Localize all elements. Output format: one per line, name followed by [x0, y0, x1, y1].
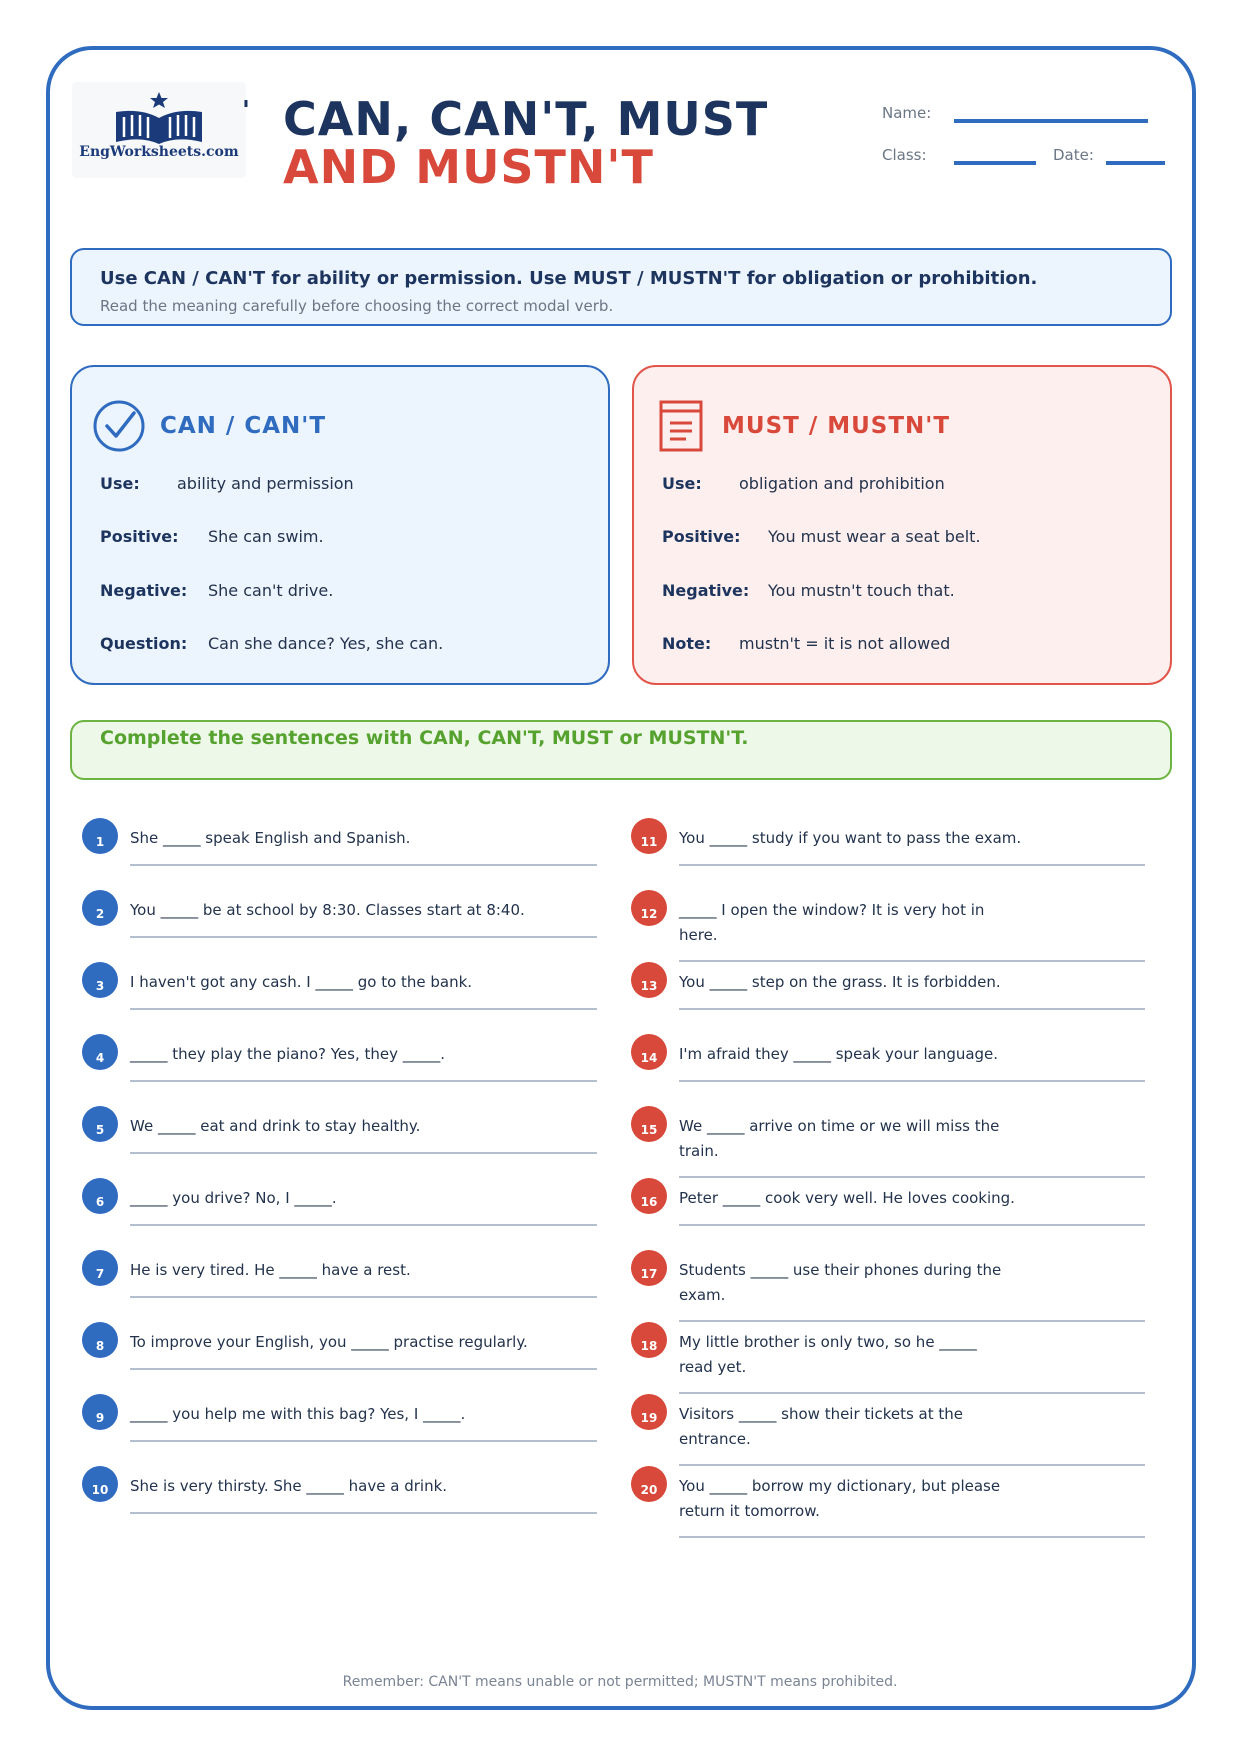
answer-line[interactable] — [679, 1008, 1145, 1010]
exercise-number: 11 — [631, 818, 667, 854]
exercise-text: To improve your English, you _____ practise regularly. — [130, 1333, 528, 1351]
can-row-value: She can swim. — [208, 527, 324, 546]
must-card — [632, 365, 1172, 685]
exercise-number: 6 — [82, 1178, 118, 1214]
can-row-label: Negative: — [100, 581, 188, 600]
title-line-2: AND MUSTN'T — [283, 140, 654, 194]
answer-line[interactable] — [679, 1464, 1145, 1466]
check-circle-icon — [92, 399, 146, 453]
instruction-box — [70, 248, 1172, 326]
must-row-label: Note: — [662, 634, 712, 653]
exercise-number: 15 — [631, 1106, 667, 1142]
footer-note: Remember: CAN'T means unable or not permitted; MUSTN'T means prohibited. — [342, 1674, 898, 1690]
class-label: Class: — [882, 146, 927, 164]
exercise-text: _____ I open the window? It is very hot in here. — [679, 901, 985, 944]
can-row-value: Can she dance? Yes, she can. — [208, 634, 444, 653]
answer-line[interactable] — [130, 1440, 597, 1442]
exercise-text: I'm afraid they _____ speak your language. — [679, 1045, 999, 1063]
exercise-number: 17 — [631, 1250, 667, 1286]
exercise-number: 9 — [82, 1394, 118, 1430]
answer-line[interactable] — [130, 936, 597, 938]
answer-line[interactable] — [130, 1296, 597, 1298]
class-field[interactable] — [954, 161, 1036, 165]
can-row-value: She can't drive. — [208, 581, 334, 600]
exercise-number: 7 — [82, 1250, 118, 1286]
answer-line[interactable] — [130, 864, 597, 866]
logo-text: EngWorksheets.com — [79, 144, 239, 160]
exercise-text: She _____ speak English and Spanish. — [130, 829, 411, 847]
exercise-text: She is very thirsty. She _____ have a drink. — [130, 1477, 448, 1495]
logo — [72, 82, 246, 178]
must-row-label: Use: — [662, 474, 702, 493]
can-card — [70, 365, 610, 685]
answer-line[interactable] — [130, 1368, 597, 1370]
exercise-number: 2 — [82, 890, 118, 926]
instruction-sub: Read the meaning carefully before choosing the correct modal verb. — [100, 297, 614, 315]
answer-line[interactable] — [130, 1512, 597, 1514]
can-row-label: Use: — [100, 474, 140, 493]
answer-line[interactable] — [679, 1224, 1145, 1226]
exercise-number: 13 — [631, 962, 667, 998]
exercise-number: 1 — [82, 818, 118, 854]
exercise-text: Peter _____ cook very well. He loves cooking. — [679, 1189, 1015, 1207]
exercise-number: 19 — [631, 1394, 667, 1430]
exercise-text: _____ they play the piano? Yes, they _____. — [130, 1045, 446, 1063]
exercise-number: 16 — [631, 1178, 667, 1214]
exercise-number: 12 — [631, 890, 667, 926]
document-icon — [654, 399, 708, 453]
exercise-number: 20 — [631, 1466, 667, 1502]
can-row-label: Question: — [100, 634, 188, 653]
answer-line[interactable] — [679, 1080, 1145, 1082]
answer-line[interactable] — [679, 1320, 1145, 1322]
task-box — [70, 720, 1172, 780]
can-card-title: CAN / CAN'T — [160, 413, 327, 439]
answer-line[interactable] — [130, 1008, 597, 1010]
exercise-number: 10 — [82, 1466, 118, 1502]
must-row-value: You must wear a seat belt. — [768, 527, 981, 546]
title-line-1: CAN, CAN'T, MUST — [283, 92, 769, 146]
can-row-label: Positive: — [100, 527, 179, 546]
must-card-title: MUST / MUSTN'T — [722, 413, 951, 439]
answer-line[interactable] — [679, 960, 1145, 962]
exercise-text: _____ you help me with this bag? Yes, I _____. — [130, 1405, 466, 1423]
exercise-number: 18 — [631, 1322, 667, 1358]
answer-line[interactable] — [130, 1080, 597, 1082]
exercise-number: 14 — [631, 1034, 667, 1070]
date-label: Date: — [1053, 146, 1094, 164]
answer-line[interactable] — [679, 864, 1145, 866]
answer-line[interactable] — [679, 1176, 1145, 1178]
name-label: Name: — [882, 104, 932, 122]
exercise-text: You _____ study if you want to pass the exam. — [679, 829, 1022, 847]
exercise-text: You _____ be at school by 8:30. Classes start at 8:40. — [130, 901, 525, 919]
exercise-text: My little brother is only two, so he _____ read yet. — [679, 1333, 977, 1376]
must-row-value: obligation and prohibition — [739, 474, 945, 493]
exercise-text: _____ you drive? No, I _____. — [130, 1189, 337, 1207]
title-tick: ' — [242, 96, 250, 126]
exercise-number: 4 — [82, 1034, 118, 1070]
must-row-label: Positive: — [662, 527, 741, 546]
instruction-main: Use CAN / CAN'T for ability or permission. Use MUST / MUSTN'T for obligation or prohibition. — [100, 268, 1038, 289]
can-row-value: ability and permission — [177, 474, 354, 493]
task-instruction: Complete the sentences with CAN, CAN'T, MUST or MUSTN'T. — [100, 727, 749, 749]
exercise-text: We _____ arrive on time or we will miss the train. — [679, 1117, 1000, 1160]
exercise-text: I haven't got any cash. I _____ go to the bank. — [130, 973, 473, 991]
exercise-text: You _____ step on the grass. It is forbidden. — [679, 973, 1001, 991]
answer-line[interactable] — [679, 1392, 1145, 1394]
answer-line[interactable] — [130, 1152, 597, 1154]
answer-line[interactable] — [130, 1224, 597, 1226]
exercise-text: Visitors _____ show their tickets at the entrance. — [679, 1405, 964, 1448]
name-field[interactable] — [954, 119, 1148, 123]
exercise-text: He is very tired. He _____ have a rest. — [130, 1261, 411, 1279]
exercise-text: We _____ eat and drink to stay healthy. — [130, 1117, 421, 1135]
exercise-number: 3 — [82, 962, 118, 998]
exercise-number: 8 — [82, 1322, 118, 1358]
date-field[interactable] — [1106, 161, 1165, 165]
exercise-text: Students _____ use their phones during the exam. — [679, 1261, 1002, 1304]
must-row-label: Negative: — [662, 581, 750, 600]
must-row-value: mustn't = it is not allowed — [739, 634, 951, 653]
answer-line[interactable] — [679, 1536, 1145, 1538]
must-row-value: You mustn't touch that. — [768, 581, 955, 600]
book-logo-icon — [96, 90, 222, 148]
exercise-text: You _____ borrow my dictionary, but please return it tomorrow. — [679, 1477, 1001, 1520]
exercise-number: 5 — [82, 1106, 118, 1142]
